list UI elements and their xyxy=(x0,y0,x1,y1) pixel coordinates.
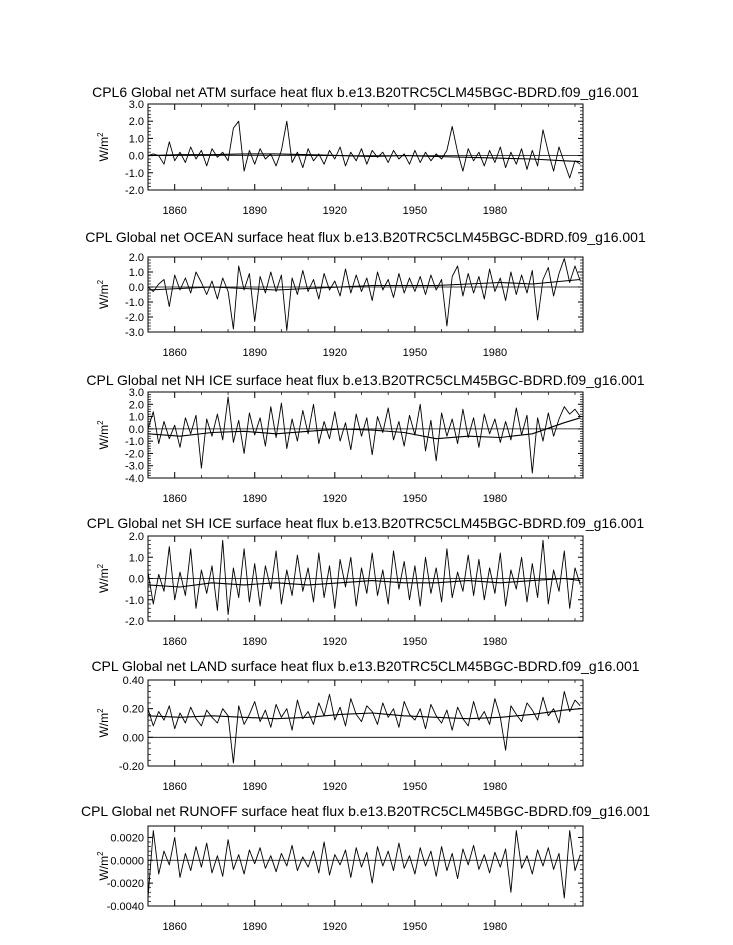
y-axis-label-exponent: 2 xyxy=(96,708,105,713)
panel-5 xyxy=(91,658,639,793)
x-tick-label: 1860 xyxy=(162,205,187,217)
y-axis-label xyxy=(96,563,111,593)
y-axis-label-unit: W/m xyxy=(97,712,111,738)
y-tick-label: 0.00 xyxy=(122,732,144,745)
panel-3 xyxy=(86,372,644,505)
panel-4 xyxy=(87,515,645,648)
x-tick-label: 1980 xyxy=(482,493,508,505)
y-tick-label: -1.0 xyxy=(125,297,144,309)
x-tick-label: 1950 xyxy=(402,921,428,933)
x-tick-label: 1890 xyxy=(242,636,267,648)
y-axis-label-unit: W/m xyxy=(97,568,111,594)
x-tick-label: 1920 xyxy=(322,347,348,359)
plot-frame xyxy=(148,104,583,190)
y-axis-label-unit: W/m xyxy=(97,424,111,450)
series-line-1 xyxy=(148,121,580,178)
x-tick-label: 1920 xyxy=(322,493,348,505)
x-tick-label: 1860 xyxy=(162,636,187,648)
y-axis-label-exponent: 2 xyxy=(96,420,105,425)
x-tick-label: 1920 xyxy=(322,636,348,648)
x-tick-label: 1920 xyxy=(322,205,348,217)
x-tick-label: 1920 xyxy=(322,781,348,793)
y-axis-label-unit: W/m xyxy=(97,855,111,881)
y-axis-label xyxy=(96,279,111,309)
y-tick-label: -1.0 xyxy=(125,594,144,607)
y-axis-label-exponent: 2 xyxy=(96,279,105,285)
y-tick-label: 2.0 xyxy=(128,531,144,543)
y-tick-label: 1.0 xyxy=(128,267,144,279)
y-axis-label-unit: W/m xyxy=(97,284,111,310)
series-line-1 xyxy=(148,540,580,614)
x-tick-label: 1860 xyxy=(162,347,187,359)
y-tick-label: 0.20 xyxy=(122,703,144,716)
y-tick-label: 0.0 xyxy=(128,423,144,436)
panel-title: CPL Global net SH ICE surface heat flux b.e13.B20TRC5CLM45BGC-BDRD.f09_g16.001 xyxy=(86,515,645,531)
panel-title: CPL Global net NH ICE surface heat flux b.e13.B20TRC5CLM45BGC-BDRD.f09_g16.001 xyxy=(86,372,645,388)
panel-title: CPL Global net LAND surface heat flux b.e13.B20TRC5CLM45BGC-BDRD.f09_g16.001 xyxy=(91,658,640,674)
y-tick-label: 3.0 xyxy=(128,387,144,399)
y-tick-label: -1.0 xyxy=(125,436,144,449)
panel-1 xyxy=(92,84,639,217)
x-tick-label: 1890 xyxy=(242,347,267,359)
x-tick-label: 1980 xyxy=(482,347,508,359)
y-axis-label-exponent: 2 xyxy=(96,132,105,137)
x-tick-label: 1890 xyxy=(242,493,267,505)
y-tick-label: 2.0 xyxy=(128,399,144,412)
y-tick-label: -3.0 xyxy=(125,460,144,473)
y-tick-label: 0.40 xyxy=(122,675,144,687)
y-tick-label: 2.0 xyxy=(128,252,144,264)
y-axis-label-exponent: 2 xyxy=(96,563,105,569)
y-axis-label-unit: W/m xyxy=(97,136,111,162)
x-tick-label: 1890 xyxy=(242,205,267,217)
panel-title: CPL Global net OCEAN surface heat flux b.e13.B20TRC5CLM45BGC-BDRD.f09_g16.001 xyxy=(85,229,646,245)
x-tick-label: 1860 xyxy=(162,493,187,505)
x-tick-label: 1980 xyxy=(482,636,508,648)
y-axis-label xyxy=(96,708,111,738)
y-tick-label: 1.0 xyxy=(128,552,144,565)
panel-2 xyxy=(85,229,646,359)
y-tick-label: 0.0 xyxy=(128,282,144,294)
x-tick-label: 1980 xyxy=(482,921,508,933)
x-tick-label: 1920 xyxy=(322,921,348,933)
series-line-1 xyxy=(148,831,580,898)
y-tick-label: 0.0 xyxy=(128,150,144,163)
y-tick-label: 3.0 xyxy=(128,99,144,111)
y-tick-label: -3.0 xyxy=(125,327,144,339)
y-tick-label: -0.0020 xyxy=(106,878,144,891)
y-tick-label: -2.0 xyxy=(125,616,144,628)
y-tick-label: -0.20 xyxy=(118,761,144,773)
y-tick-label: 2.0 xyxy=(128,116,144,129)
y-tick-label: 0.0 xyxy=(128,573,144,586)
series-line-1 xyxy=(148,259,580,331)
y-tick-label: -1.0 xyxy=(125,167,144,180)
series-line-1 xyxy=(148,397,580,473)
panel-title: CPL Global net RUNOFF surface heat flux b.e13.B20TRC5CLM45BGC-BDRD.f09_g16.001 xyxy=(80,803,651,819)
x-tick-label: 1860 xyxy=(162,921,187,933)
x-tick-label: 1860 xyxy=(162,781,187,793)
y-tick-label: 0.0020 xyxy=(110,832,144,845)
x-tick-label: 1980 xyxy=(482,205,508,217)
y-axis-label xyxy=(96,132,111,162)
x-tick-label: 1950 xyxy=(402,636,428,648)
y-tick-label: -2.0 xyxy=(125,185,144,197)
y-tick-label: -0.0040 xyxy=(106,901,144,913)
y-axis-label xyxy=(96,851,111,881)
y-tick-label: 1.0 xyxy=(128,411,144,424)
y-tick-label: -2.0 xyxy=(125,312,144,324)
panel-6 xyxy=(81,803,650,933)
x-tick-label: 1950 xyxy=(402,205,428,217)
panel-title: CPL6 Global net ATM surface heat flux b.e13.B20TRC5CLM45BGC-BDRD.f09_g16.001 xyxy=(92,84,639,100)
x-tick-label: 1890 xyxy=(242,921,267,933)
series-line-1 xyxy=(148,692,580,764)
x-tick-label: 1980 xyxy=(482,781,508,793)
x-tick-label: 1890 xyxy=(242,781,267,793)
x-tick-label: 1950 xyxy=(402,347,428,359)
y-tick-label: 1.0 xyxy=(128,133,144,146)
x-tick-label: 1950 xyxy=(402,781,428,793)
plot-frame xyxy=(148,257,583,332)
x-tick-label: 1950 xyxy=(402,493,428,505)
plot-frame xyxy=(148,680,583,766)
y-axis-label xyxy=(96,420,111,450)
y-tick-label: 0.0000 xyxy=(110,855,144,868)
y-tick-label: -4.0 xyxy=(125,473,144,485)
y-axis-label-exponent: 2 xyxy=(96,851,105,856)
y-tick-label: -2.0 xyxy=(125,448,144,461)
